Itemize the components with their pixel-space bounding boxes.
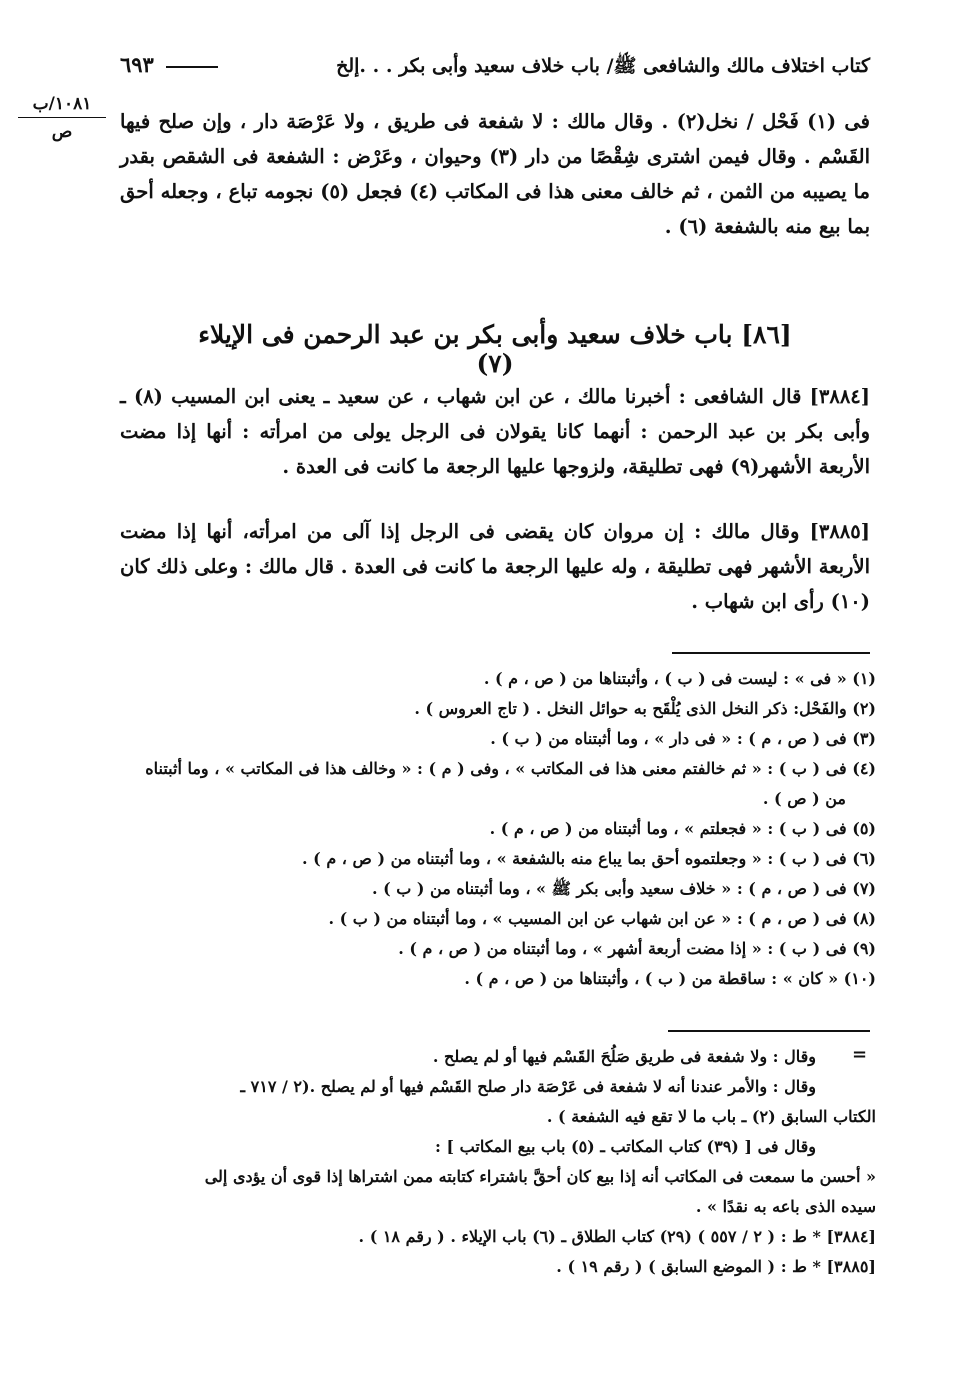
- source-note: سيده الذى باعه به نقدًا » .: [695, 1197, 876, 1216]
- source-note: وقال : والأمر عندنا أنه لا شفعة فى عَرْصَة دار صلح القَسْم فيها أو لم يصلح .(٢ / ٧١٧ ـ: [240, 1077, 816, 1096]
- manuscript-reference: [18, 94, 106, 142]
- source-notes: [118, 1042, 876, 1282]
- continuation-mark: =: [852, 1044, 868, 1065]
- footnote: (٤) فى ( ب ) : « ثم خالفتم معنى هذا فى المكاتب » ، وفى ( م ) : « وخالف هذا فى المكاتب » ، وما أثبتناه: [145, 759, 876, 778]
- source-reference: [٣٨٨٥] * ط : ( الموضع السابق ) ( رقم ١٩ ) .: [556, 1257, 876, 1276]
- paragraph-3885: [٣٨٨٥] وقال مالك : إن مروان كان يقضى فى الرجل إذا آلى من امرأته، أنها إذا مضت الأربعة الأشهر فهى تطليقة ، وله عليها الرجعة ما كانت فى العدة . قال مالك : وعلى ذلك كان (١٠) رأى ابن شهاب .: [120, 520, 870, 613]
- paragraph-3884: [٣٨٨٤] قال الشافعى : أخبرنا مالك ، عن ابن شهاب ، عن سعيد ـ يعنى ابن المسيب (٨) ـ وأبى بكر بن عبد الرحمن : أنهما كانا يقولان فى الرجل يولى من امرأته : أنها إذا مضت الأربعة الأشهر(٩) فهى تطليقة، ولزوجها عليها الرجعة ما كانت فى العدة .: [120, 385, 871, 478]
- footnote: (٥) فى ( ب ) : « فجعلتم » ، وما أثبتناه من ( ص ، م ) .: [489, 819, 876, 838]
- manuscript-folio: ١٠٨١/ب: [18, 94, 106, 118]
- footnotes: [118, 664, 876, 994]
- page-number: ٦٩٣: [120, 52, 154, 77]
- source-note: وقال فى [ (٣٩) كتاب المكاتب ـ (٥) باب بيع المكاتب ] :: [435, 1137, 816, 1156]
- header-title: كتاب اختلاف مالك والشافعى ﷺ/ باب خلاف سعيد وأبى بكر . . .إلخ: [336, 55, 870, 77]
- footnote: (٢) والفَحْل: ذكر النخل الذى يُلْقَح به حوائل النخل . ( تاج العروس ) .: [414, 699, 876, 718]
- footnote: (١) « فى » : ليست فى ( ب ) ، وأثبتناها من ( ص ، م ) .: [483, 669, 876, 688]
- paragraph-continuation: فى (١) فَحْل / نخل(٢) . وقال مالك : لا شفعة فى طريق ، ولا عَرْصَة دار ، وإن صلح فيها القَسْم . وقال فيمن اشترى شِقْصًا من دار (٣) وحيوان ، وعَرْض : الشفعة فى الشقص بقدر ما يصيبه من الثمن ، ثم خالف معنى هذا فى المكاتب (٤) فجعل (٥) نجومه تباع ، وجعله أحق بما بيع منه بالشفعة (٦) .: [120, 110, 871, 238]
- footnote: (٣) فى ( ص ، م ) : « فى دار » ، وما أثبتناه من ( ب ) .: [490, 729, 876, 748]
- source-note: الكتاب السابق (٢) ـ باب ما لا تقع فيه الشفعة ) .: [546, 1107, 876, 1126]
- source-note: وقال : ولا شفعة فى طريق صَلُحَ القَسْم فيها أو لم يصلح .: [432, 1047, 816, 1066]
- source-reference: [٣٨٨٤] * ط : ( ٢ / ٥٥٧ ) (٢٩) كتاب الطلاق ـ (٦) باب الإيلاء . ( رقم ١٨ ) .: [358, 1227, 876, 1246]
- footnote: (٨) فى ( ص ، م ) : « عن ابن شهاب عن ابن المسيب » ، وما أثبتناه من ( ب ) .: [328, 909, 876, 928]
- manuscript-siglum: ص: [51, 122, 73, 142]
- footnote: (٧) فى ( ص ، م ) : « خلاف سعيد وأبى بكر ﷺ » ، وما أثبتناه من ( ب ) .: [371, 879, 876, 898]
- source-note: « أحسن ما سمعت فى المكاتب أنه إذا بيع كان أحقَّ باشتراء كتابته ممن اشتراها إذا قوى أن يؤدى إلى: [204, 1167, 876, 1186]
- footnote-continuation: من ( ص ) .: [762, 789, 846, 808]
- header-dash: [166, 66, 218, 68]
- running-header: [120, 50, 870, 84]
- notes-separator: [668, 1030, 870, 1032]
- footnote-separator: [672, 652, 870, 654]
- footnote: (٦) فى ( ب ) : « وجعلتموه أحق بما يباع منه بالشفعة » ، وما أثبتناه من ( ص ، م ) .: [302, 849, 876, 868]
- footnote: (١٠) « كان » : ساقطة من ( ب ) ، وأثبتناها من ( ص ، م ) .: [464, 969, 876, 988]
- section-title: [٨٦] باب خلاف سعيد وأبى بكر بن عبد الرحمن فى الإيلاء (٧): [198, 320, 792, 378]
- footnote: (٩) فى ( ب ) : « إذا مضت أربعة أشهر » ، وما أثبتناه من ( ص ، م ) .: [398, 939, 876, 958]
